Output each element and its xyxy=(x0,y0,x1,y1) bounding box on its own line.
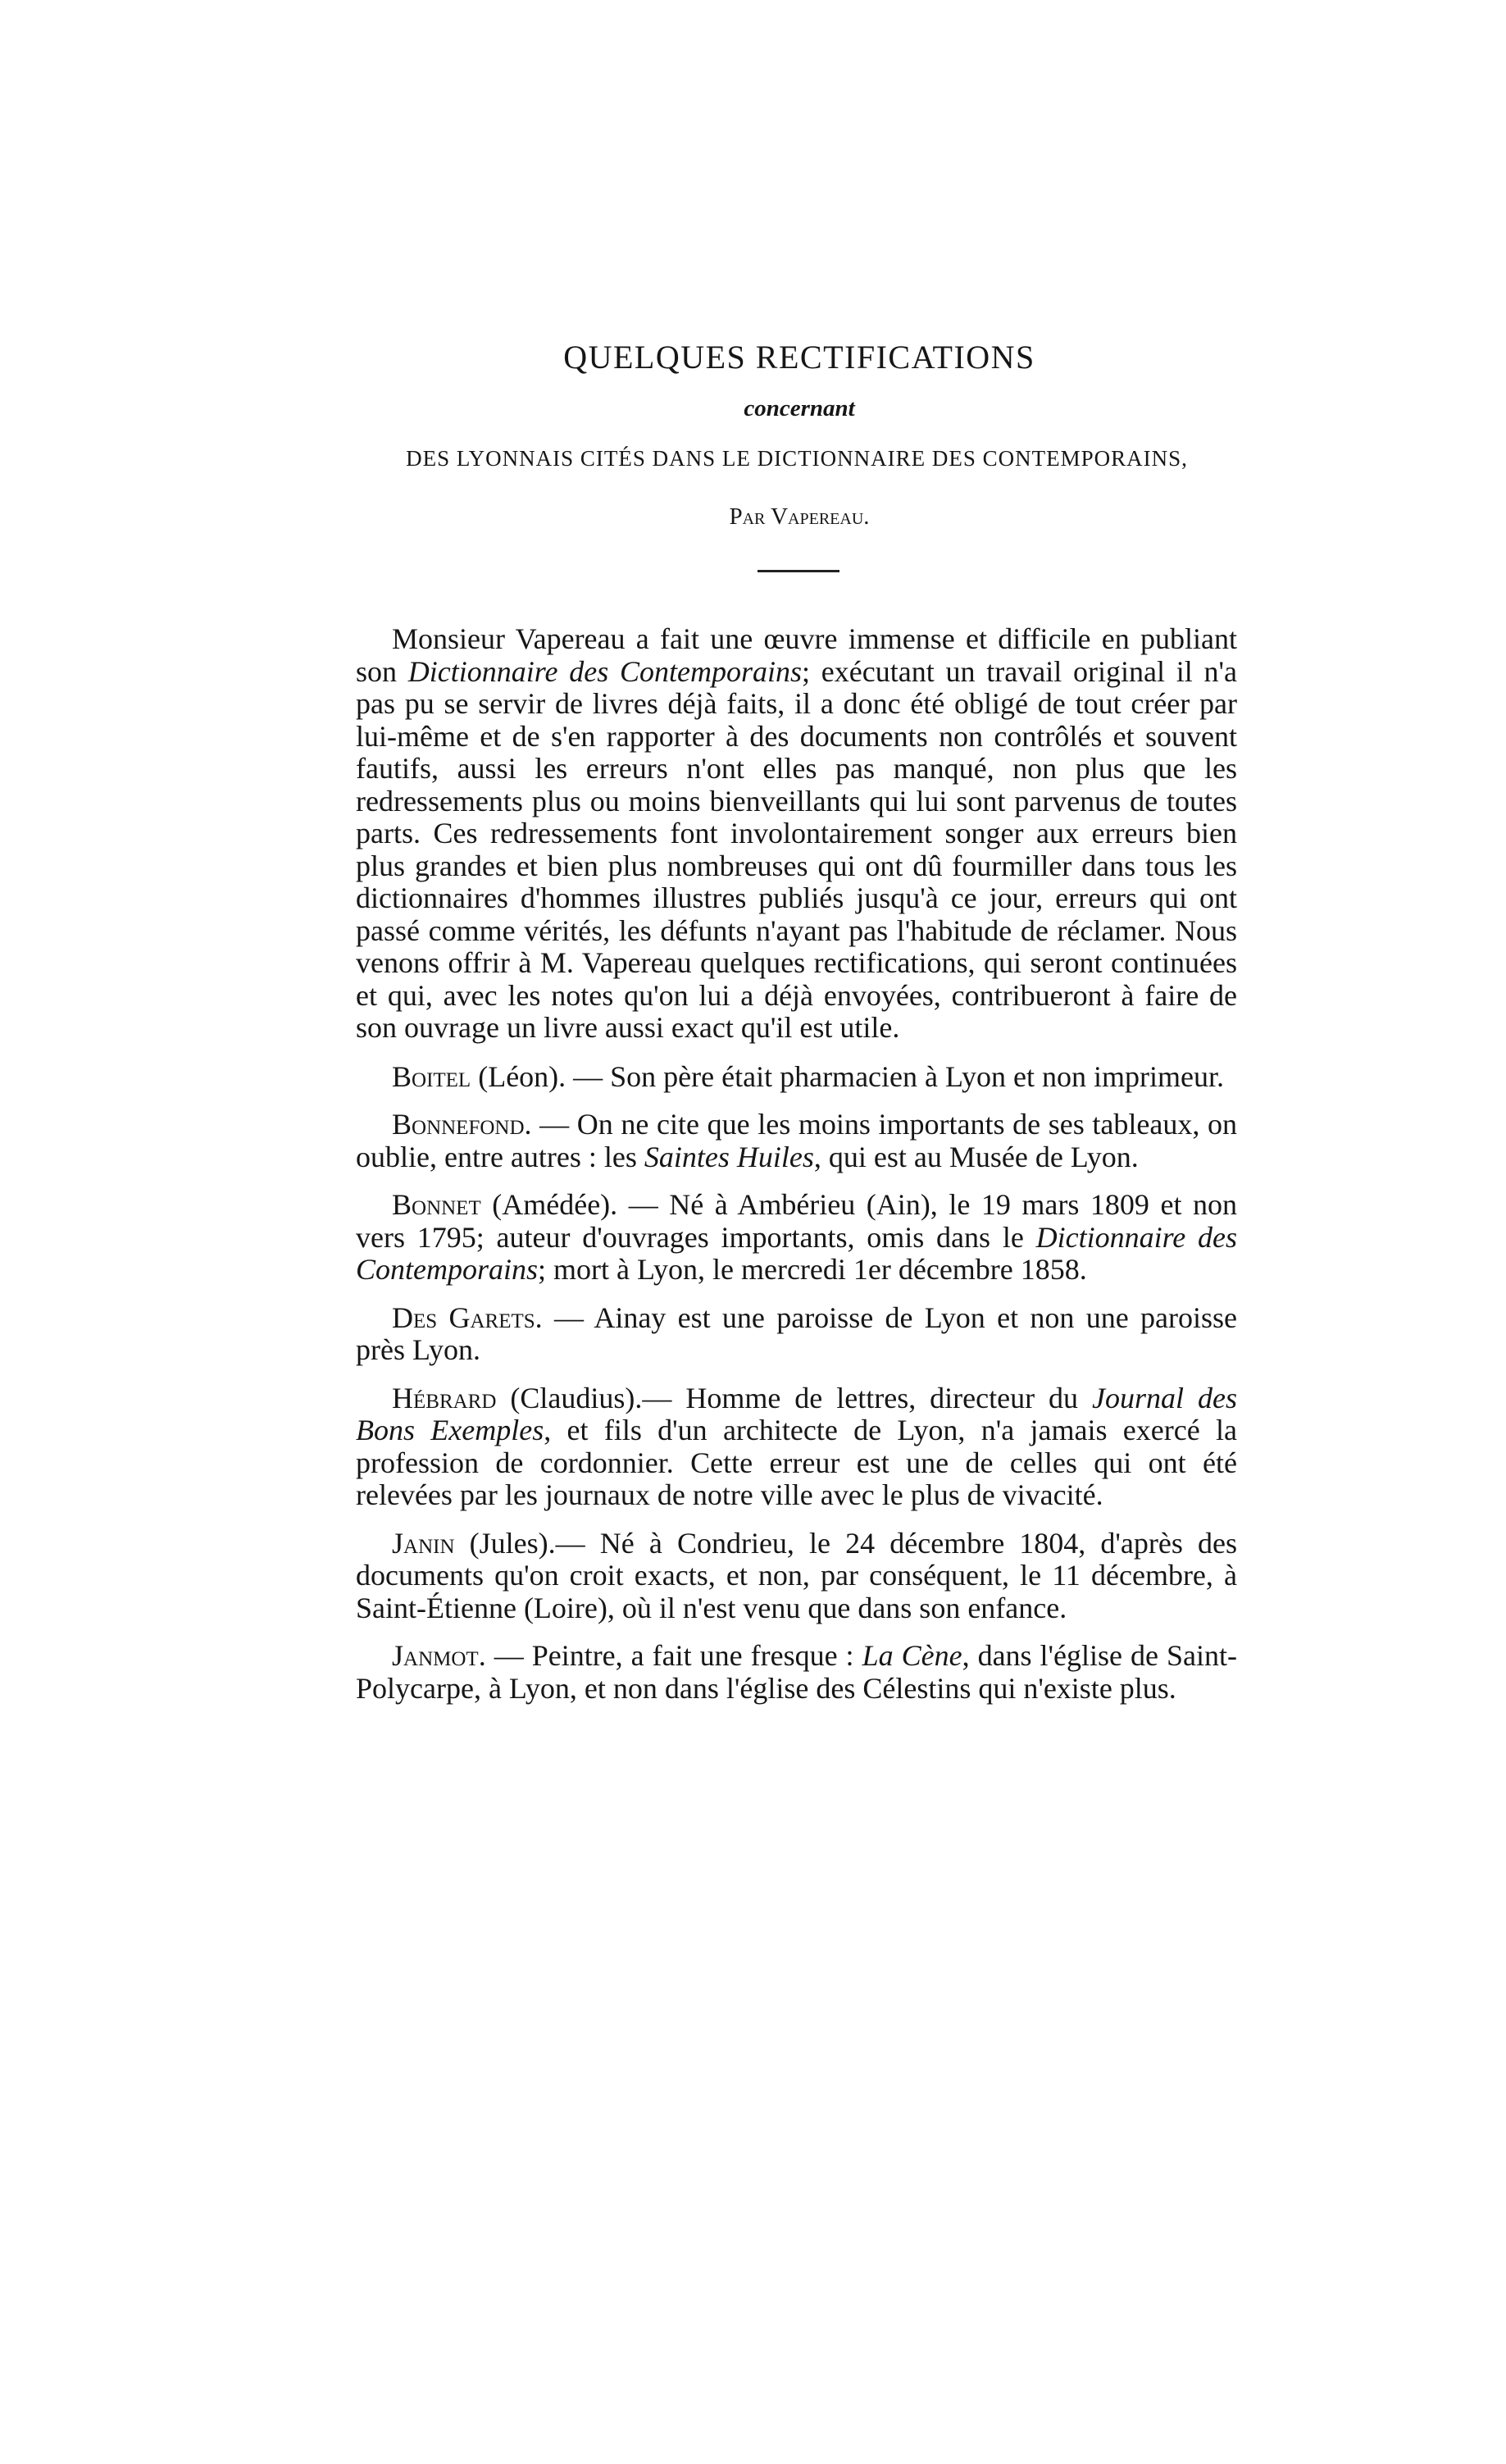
entry-name: Bonnet xyxy=(392,1188,481,1221)
entry-italic-title: Dictionnaire des Contemporains xyxy=(356,1220,1237,1286)
entry-text: (Jules).— Né à Condrieu, le 24 décembre 1804, d'après des documents qu'on croit exacts, et non, par conséquent, le 11 décembre, à Saint-Étienne (Loire), où il n'est venu que dans son enfance. xyxy=(356,1526,1237,1624)
entry-janmot xyxy=(356,1640,1237,1705)
entry-name: Des Garets xyxy=(392,1300,535,1334)
entry-name: Bonnefond xyxy=(392,1108,525,1141)
intro-text-1: Monsieur Vapereau a fait une œuvre immense et difficile en publiant son xyxy=(356,622,1237,688)
intro-paragraph xyxy=(356,623,1237,1045)
intro-text-2: ; exécutant un travail original il n'a pas pu se servir de livres déjà faits, il a donc été obligé de tout créer par lui-même et de s'en rapporter à des documents non contrôlés et souvent fautifs, aussi les erreurs n'ont elles pas manqué, non plus que les redressements plus ou moins bienveillants qui lui sont parvenus de toutes parts. Ces redressements font involontairement songer aux erreurs bien plus grandes et bien plus nombreuses qui ont dû fourmiller dans tous les dictionnaires d'hommes illustres publiés jusqu'à ce jour, erreurs qui ont passé comme vérités, les défunts n'ayant pas l'habitude de réclamer. Nous venons offrir à M. Vapereau quelques rectifications, qui seront continuées et qui, avec les notes qu'on lui a déjà envoyées, contribueront à faire de son ouvrage un livre aussi exact qu'il est utile. xyxy=(356,654,1237,1044)
entry-name: Hébrard xyxy=(392,1381,497,1414)
entry-text: (Amédée). — Né à Ambérieu (Ain), le 19 mars 1809 et non vers 1795; auteur d'ouvrages importants, omis dans le xyxy=(356,1188,1237,1254)
article-body xyxy=(356,623,1237,1705)
page-subtitle-secondary: DES LYONNAIS CITÉS DANS LE DICTIONNAIRE DES CONTEMPORAINS, xyxy=(406,446,1188,471)
entry-text-rest: , et fils d'un architecte de Lyon, n'a jamais exercé la profession de cordonnier. Cette erreur est une de celles qui ont été relevées par les journaux de notre ville avec le plus de vivacité. xyxy=(356,1414,1237,1511)
entry-text-rest: , qui est au Musée de Lyon. xyxy=(813,1140,1139,1173)
entry-name: Janmot xyxy=(392,1639,479,1672)
entry-boitel xyxy=(356,1061,1237,1094)
entry-text: . — On ne cite que les moins importants de ses tableaux, on oublie, entre autres : les xyxy=(356,1108,1237,1173)
title-divider xyxy=(758,570,839,572)
entry-name: Janin xyxy=(392,1526,455,1560)
entry-text: . — Peintre, a fait une fresque : xyxy=(478,1639,862,1672)
entry-text: . — Ainay est une paroisse de Lyon et non une paroisse près Lyon. xyxy=(356,1300,1237,1366)
page-subtitle: concernant xyxy=(744,395,855,421)
entry-janin xyxy=(356,1528,1237,1625)
entry-name: Boitel xyxy=(392,1059,471,1093)
author-line: Par Vapereau. xyxy=(729,503,870,530)
entry-bonnet xyxy=(356,1189,1237,1287)
entry-text-rest: , dans l'église de Saint-Polycarpe, à Lyon, et non dans l'église des Célestins qui n'existe plus. xyxy=(356,1639,1237,1705)
entry-text: (Claudius).— Homme de lettres, directeur du xyxy=(496,1381,1093,1414)
entry-italic-title: La Cène xyxy=(862,1639,962,1672)
entry-italic-title: Saintes Huiles xyxy=(644,1140,814,1173)
intro-work-title: Dictionnaire des Contemporains xyxy=(407,654,802,688)
entry-hebrard xyxy=(356,1382,1237,1512)
entry-italic-title: Journal des Bons Exemples xyxy=(356,1381,1237,1446)
entry-text: (Léon). — Son père était pharmacien à Lyon et non imprimeur. xyxy=(471,1059,1224,1093)
page-title: QUELQUES RECTIFICATIONS xyxy=(563,339,1035,376)
entry-des-garets xyxy=(356,1302,1237,1367)
entry-bonnefond xyxy=(356,1109,1237,1173)
entry-text-rest: ; mort à Lyon, le mercredi 1er décembre 1858. xyxy=(538,1253,1087,1286)
